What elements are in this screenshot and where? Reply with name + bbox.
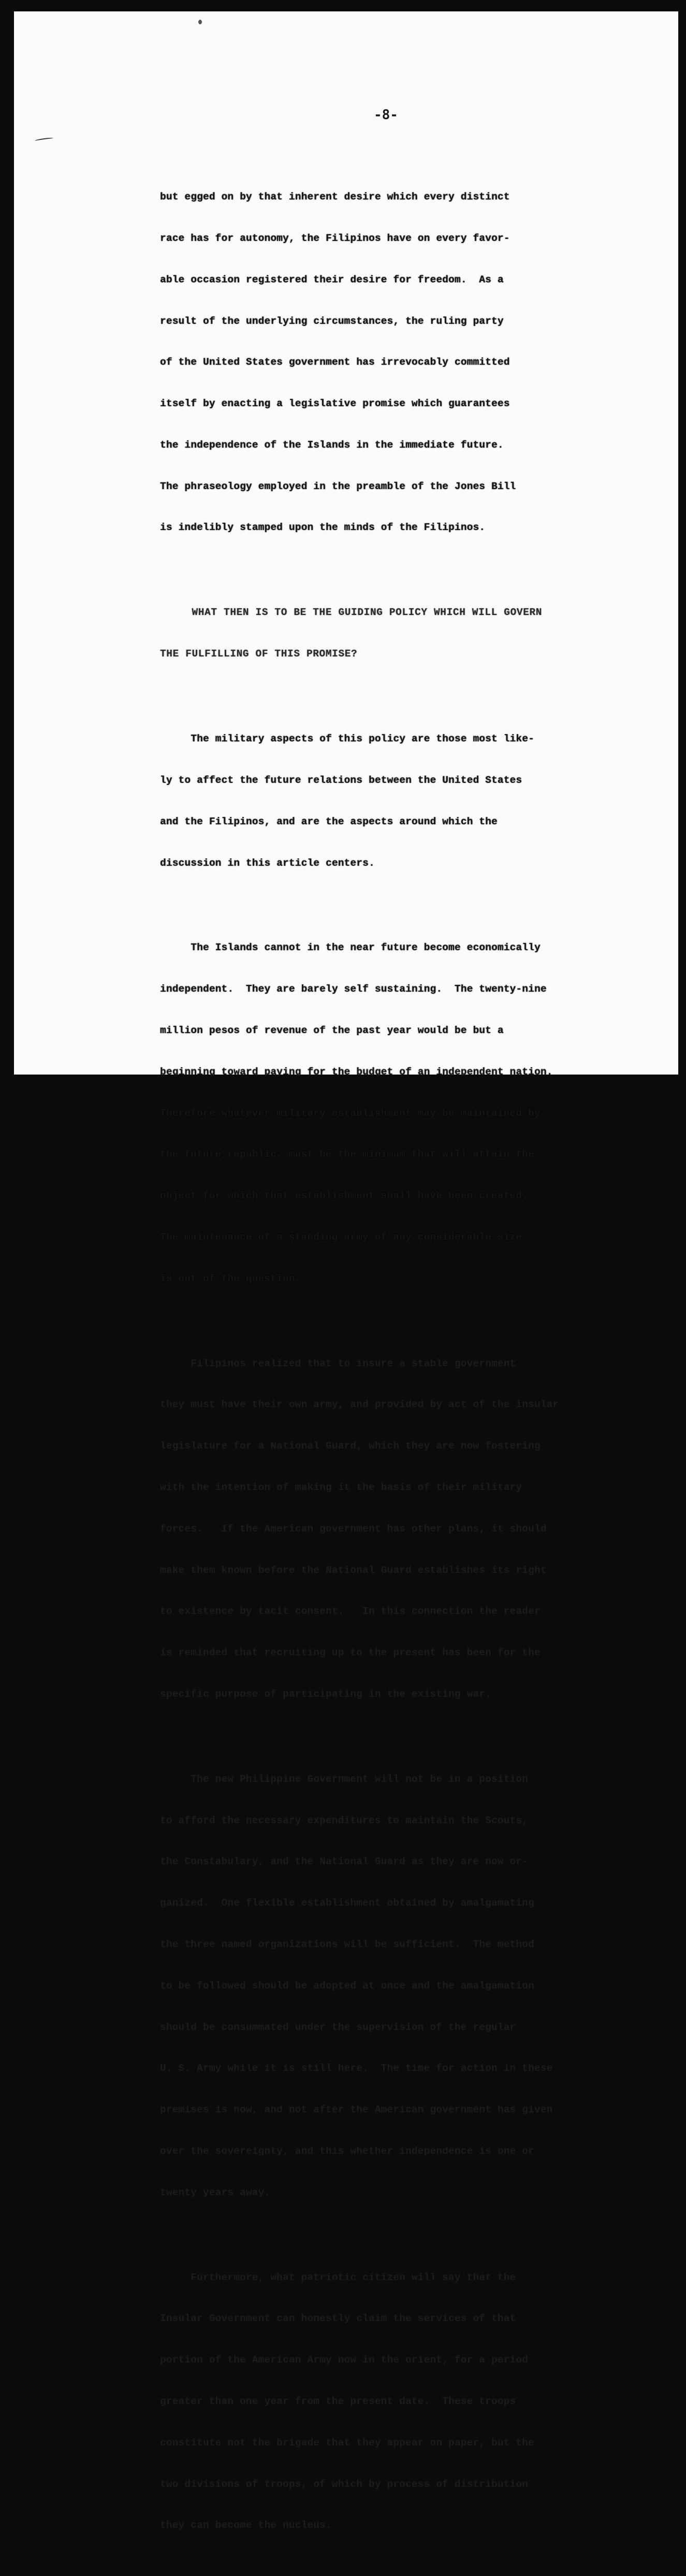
- paragraph-6: [160, 1745, 605, 2227]
- text-line: The Islands cannot in the near future become economically: [160, 942, 541, 954]
- text-line: legislature for a National Guard, which they are now fostering: [160, 1440, 541, 1452]
- text-line: beginning toward paying for the budget of an independent nation.: [160, 1066, 553, 1078]
- text-line: The military aspects of this policy are those most like-: [160, 733, 534, 745]
- text-line: of the United States government has irrevocably committed: [160, 356, 510, 368]
- text-line: they must have their own army, and provided by act of the insular: [160, 1399, 559, 1411]
- text-line: The phraseology employed in the preamble of the Jones Bill: [160, 480, 516, 492]
- text-line: U. S. Army while it is still here. The time for action in these: [160, 2063, 553, 2074]
- paragraph-1: [160, 163, 605, 562]
- text-line: ganized. One flexible establishment obtained by amalgamating: [160, 1897, 534, 1909]
- text-line: to afford the necessary expenditures to maintain the Scouts,: [160, 1814, 529, 1826]
- document-page: [14, 11, 678, 2531]
- text-line: forces. If the American government has other plans, it should: [160, 1523, 547, 1535]
- text-line: to existence by tacit consent. In this connection the reader: [160, 1606, 541, 1618]
- paragraph-3: [160, 705, 605, 897]
- text-line: is reminded that recruiting up to the present has been for the: [160, 1647, 541, 1659]
- section-heading: [160, 578, 605, 689]
- text-line: is indelibly stamped upon the minds of the Filipinos.: [160, 522, 486, 534]
- text-line: Filipinos realized that to insure a stable government: [160, 1357, 516, 1369]
- text-line: constitute not the brigade that they appear on paper, but the: [160, 2437, 534, 2449]
- text-line: but egged on by that inherent desire which every distinct: [160, 191, 510, 203]
- heading-line: WHAT THEN IS TO BE THE GUIDING POLICY WHICH WILL GOVERN: [160, 607, 543, 619]
- text-line: the three named organizations will be sufficient. The method: [160, 1939, 534, 1951]
- text-line: the future republic, must be the minimum that will attain the: [160, 1149, 534, 1161]
- text-line: The new Philippine Government will not be in a position: [160, 1773, 529, 1785]
- text-line: the Constabulary, and the National Guard as they are now or-: [160, 1856, 529, 1868]
- text-line: Furthermore, what patriotic citizen will say that the: [160, 2271, 516, 2283]
- text-line: they can become the nucleus.: [160, 2520, 332, 2531]
- text-line: to be followed should be adopted at once and the amalgamation: [160, 1980, 534, 1992]
- paragraph-4: [160, 913, 605, 1313]
- text-line: over the sovereignty, and this whether independence is one or: [160, 2145, 534, 2157]
- text-line: make them known before the National Guard establishes its right: [160, 1564, 547, 1576]
- text-line: The maintenance of a standing army of any considerable size: [160, 1231, 522, 1243]
- paragraph-5: [160, 1329, 605, 1729]
- text-line: race has for autonomy, the Filipinos have on every favor-: [160, 232, 510, 244]
- page-number: -8-: [374, 107, 398, 123]
- text-line: portion of the American Army now in the orient, for a period: [160, 2354, 529, 2366]
- text-line: Therefore whatever military establishment may be maintained by: [160, 1107, 541, 1119]
- text-line: million pesos of revenue of the past year would be but a: [160, 1025, 504, 1037]
- text-line: and the Filipinos, and are the aspects around which the: [160, 815, 498, 827]
- paragraph-7: [160, 2243, 605, 2560]
- text-line: itself by enacting a legislative promise which guarantees: [160, 398, 510, 410]
- scan-speck: [198, 20, 202, 24]
- text-line: the independence of the Islands in the immediate future.: [160, 439, 504, 451]
- text-line: independent. They are barely self sustaining. The twenty-nine: [160, 983, 547, 995]
- text-line: premises is now, and not after the American government has given: [160, 2104, 553, 2116]
- document-body: [160, 163, 605, 2576]
- margin-mark: [35, 137, 53, 142]
- text-line: able occasion registered their desire for freedom. As a: [160, 274, 504, 285]
- text-line: Insular Government can honestly claim the services of that: [160, 2313, 516, 2325]
- text-line: with the intention of making it the basis of their military: [160, 1482, 522, 1494]
- text-line: is out of the question.: [160, 1272, 301, 1284]
- text-line: object for which that establishment shall have been created.: [160, 1190, 529, 1202]
- text-line: should be consummated under the supervision of the regular: [160, 2021, 516, 2033]
- text-line: result of the underlying circumstances, the ruling party: [160, 315, 504, 327]
- text-line: twenty years away.: [160, 2186, 271, 2198]
- text-line: greater than one year from the present date. These troops: [160, 2396, 516, 2408]
- text-line: two divisions of troops, of which by process of distribution: [160, 2478, 529, 2490]
- text-line: ly to affect the future relations between the United States: [160, 774, 522, 786]
- heading-line: THE FULFILLING OF THIS PROMISE?: [160, 648, 358, 660]
- text-line: discussion in this article centers.: [160, 857, 375, 869]
- text-line: specific purpose of participating in the existing war.: [160, 1688, 492, 1700]
